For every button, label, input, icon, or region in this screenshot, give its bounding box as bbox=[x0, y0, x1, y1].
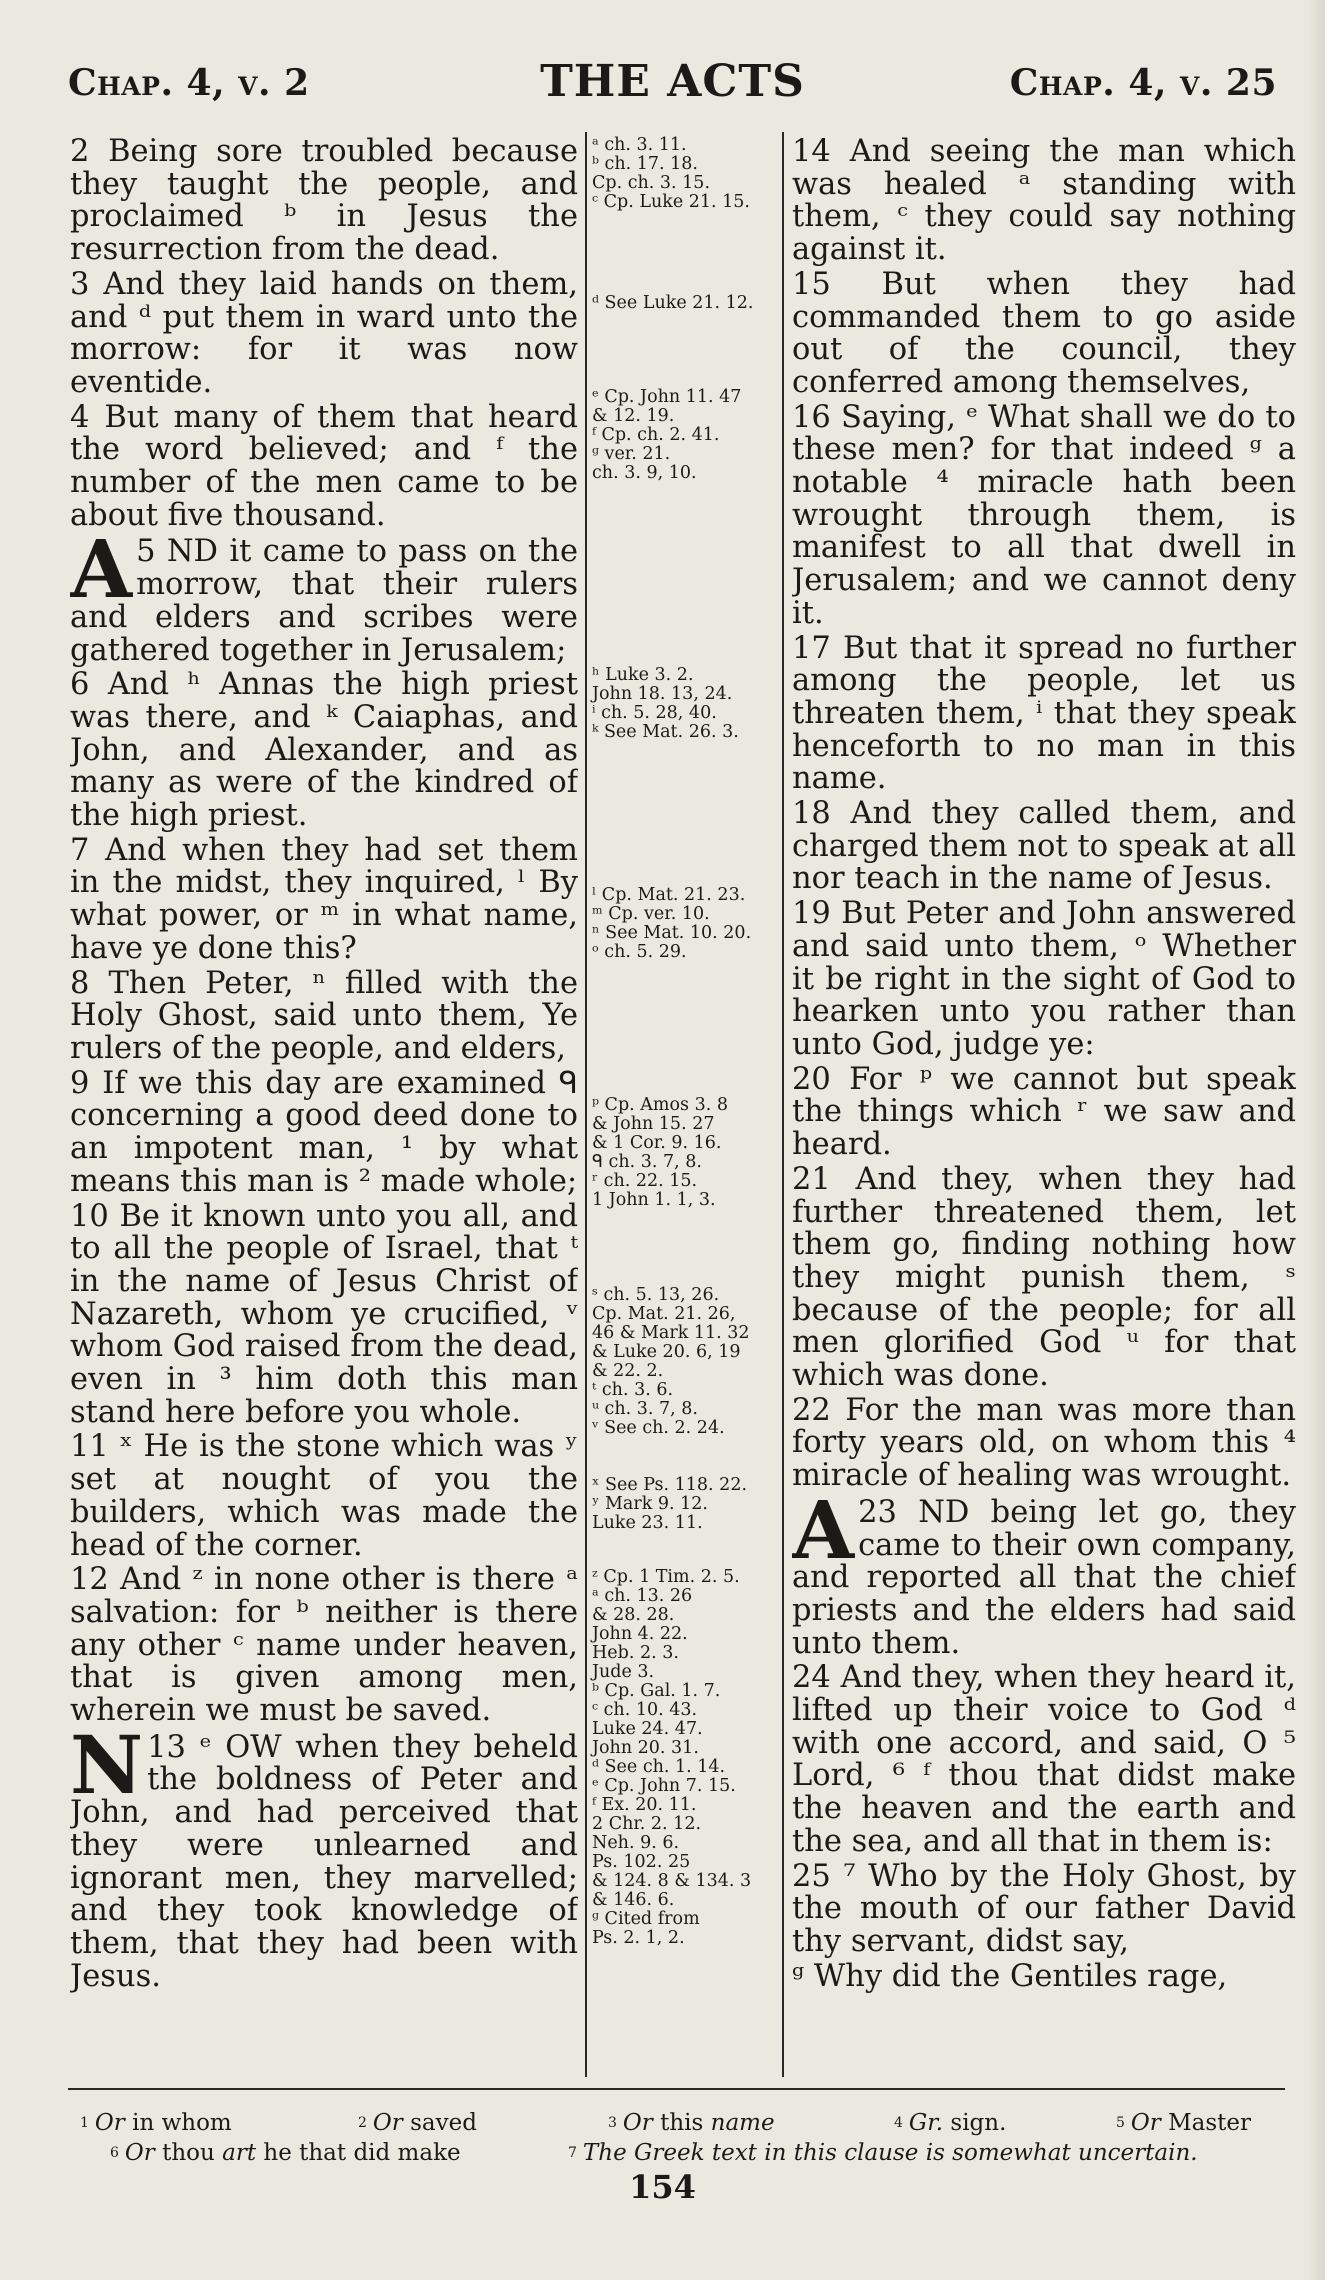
reference-line: John 20. 31. bbox=[592, 1738, 699, 1758]
verse-number: 3 bbox=[70, 266, 90, 302]
column-rule-right bbox=[782, 132, 784, 2077]
verse bbox=[792, 798, 1296, 896]
reference-line: ʳ ch. 22. 15. bbox=[592, 1171, 698, 1191]
reference-line: ᵈ See Luke 21. 12. bbox=[592, 293, 754, 313]
header-book-title: THE ACTS bbox=[540, 56, 805, 107]
verse-number: 19 bbox=[792, 896, 831, 932]
reference-line: & John 15. 27 bbox=[592, 1114, 715, 1134]
reference-line: ᵉ Cp. John 11. 47 bbox=[592, 387, 742, 407]
reference-block bbox=[592, 1476, 776, 1533]
reference-line: Luke 24. 47. bbox=[592, 1719, 703, 1739]
reference-line: ᵃ ch. 13. 26 bbox=[592, 1586, 693, 1606]
verse-text: Being sore troubled because they taught the people, and proclaimed ᵇ in Jesus the resurrection from the dead. bbox=[70, 136, 578, 268]
verse-text: ˣ He is the stone which was ʸ set at nought of you the builders, which was made the head of the corner. bbox=[70, 1429, 578, 1563]
reference-line: ch. 3. 9, 10. bbox=[592, 463, 697, 483]
verse bbox=[70, 136, 578, 267]
verse bbox=[792, 1061, 1296, 1163]
verse bbox=[792, 136, 1296, 267]
reference-line: Luke 23. 11. bbox=[592, 1513, 703, 1533]
reference-column bbox=[592, 136, 776, 2076]
verse-number: 12 bbox=[70, 1562, 109, 1598]
reference-line: John 4. 22. bbox=[592, 1624, 688, 1644]
footnote-rule bbox=[68, 2088, 1285, 2090]
verse bbox=[792, 630, 1296, 797]
reference-line: 1 John 1. 1, 3. bbox=[592, 1190, 716, 1210]
verse bbox=[792, 1662, 1296, 1858]
reference-line: ᵈ See ch. 1. 14. bbox=[592, 1757, 726, 1777]
footnote-line-1 bbox=[68, 2108, 1285, 2138]
verse bbox=[792, 898, 1296, 1062]
verse-lead: ND being let go, they came to their own bbox=[858, 1494, 1296, 1563]
verse-text: And they, when they had further threatened them, let them go, finding nothing how they might punish them, ˢ because of the people; for all men glorified God ᵘ for that which was done. bbox=[792, 1161, 1296, 1394]
verse-number: 24 bbox=[792, 1660, 831, 1696]
verse-text: And they laid hands on them, and ᵈ put them in ward unto the morrow: for it was now eventide. bbox=[70, 266, 578, 400]
verse-text: And seeing the man which was healed ᵃ standing with them, ᶜ they could say nothing against it. bbox=[792, 136, 1296, 268]
reference-block bbox=[592, 886, 776, 962]
reference-line: Ps. 2. 1, 2. bbox=[592, 1928, 685, 1948]
verse-text: ᵍ Why did the Gentiles rage, bbox=[792, 1958, 1228, 1994]
footnote-7: $^7$ The Greek text in this clause is somewhat uncertain. bbox=[568, 2140, 1198, 2166]
verse-number: 4 bbox=[70, 399, 90, 435]
reference-line: & 146. 6. bbox=[592, 1890, 675, 1910]
reference-line: ᵉ Cp. John 7. 15. bbox=[592, 1776, 736, 1796]
footnote-line-2 bbox=[68, 2138, 1285, 2168]
reference-line: & 12. 19. bbox=[592, 406, 675, 426]
drop-cap: A bbox=[792, 1482, 855, 1577]
verse-number: 2 bbox=[70, 136, 90, 169]
reference-line: Jude 3. bbox=[592, 1662, 655, 1682]
verse bbox=[792, 266, 1296, 400]
verse bbox=[792, 1858, 1296, 1959]
reference-line: ᵇ ch. 17. 18. bbox=[592, 154, 698, 174]
reference-line: ᑫ ch. 3. 7, 8. bbox=[592, 1152, 702, 1172]
verse-number: 21 bbox=[792, 1161, 831, 1197]
page-edge-shadow bbox=[1307, 0, 1325, 2280]
reference-line: ᶜ Cp. Luke 21. 15. bbox=[592, 192, 750, 212]
verse-text: And when they had set them in the midst, they inquired, ˡ By what power, or ᵐ in what name, have ye done this? bbox=[70, 832, 578, 966]
verse-text: But many of them that heard the word believed; and ᶠ the number of the men came to be about five thousand. bbox=[70, 399, 578, 533]
footnote-2: $^2$ Or saved bbox=[358, 2110, 477, 2136]
reference-line: ⁱ ch. 5. 28, 40. bbox=[592, 703, 717, 723]
reference-block bbox=[592, 1286, 776, 1438]
verse-text: For the man was more than forty years old, on whom this ⁴ miracle of healing was wrought. bbox=[792, 1392, 1296, 1494]
reference-block bbox=[592, 666, 776, 742]
verse bbox=[70, 1198, 578, 1430]
reference-line: & 124. 8 & 134. 3 bbox=[592, 1871, 752, 1891]
reference-line: ˡ Cp. Mat. 21. 23. bbox=[592, 885, 746, 905]
reference-block bbox=[592, 388, 776, 483]
verse-lead: OW when they beheld the boldness of Peter bbox=[147, 1729, 578, 1798]
verse-number: 5 bbox=[136, 534, 156, 570]
verse bbox=[70, 266, 578, 400]
footnote-6: $^6$ Or thou art he that did make bbox=[110, 2140, 461, 2166]
verse-number: 15 bbox=[792, 266, 831, 302]
footnote-1: $^1$ Or in whom bbox=[80, 2110, 232, 2136]
verse-number: 7 bbox=[70, 832, 90, 868]
reference-block bbox=[592, 294, 776, 313]
verse-text: For ᵖ we cannot but speak the things which ʳ we saw and heard. bbox=[792, 1061, 1296, 1163]
verse-lead: ND it came to pass on the morrow, that their rulers bbox=[136, 534, 578, 603]
verse-text: But when they had commanded them to go aside out of the council, they conferred among themselves, bbox=[792, 266, 1296, 400]
page-number: 154 bbox=[629, 2168, 696, 2206]
reference-line: Neh. 9. 6. bbox=[592, 1833, 680, 1853]
verse-number: 14 bbox=[792, 136, 831, 169]
left-text-column bbox=[70, 136, 578, 2076]
verse-number: 13 ᵉ bbox=[147, 1729, 212, 1765]
verse-number: 11 bbox=[70, 1429, 109, 1465]
reference-line: Cp. Mat. 21. 26, bbox=[592, 1304, 736, 1324]
verse bbox=[70, 1564, 578, 1728]
reference-line: ˢ ch. 5. 13, 26. bbox=[592, 1285, 720, 1305]
verse bbox=[70, 522, 578, 668]
verse-number: 20 bbox=[792, 1061, 831, 1097]
verse-text: Saying, ᵉ What shall we do to these men? for that indeed ᵍ a notable ⁴ miracle hath been wrought through them, is manifest to all that dwell in Jerusalem; and we cannot deny it. bbox=[792, 399, 1296, 631]
reference-line: ᶻ Cp. 1 Tim. 2. 5. bbox=[592, 1567, 740, 1587]
reference-line: Ps. 102. 25 bbox=[592, 1852, 691, 1872]
reference-line: ᵇ Cp. Gal. 1. 7. bbox=[592, 1681, 721, 1701]
verse-text: and John, and had perceived that they were unlearned and ignorant men, they marvelled; and they took knowledge of them, that they had been with Jesus. bbox=[70, 1762, 578, 1994]
verse bbox=[70, 1065, 578, 1199]
drop-cap: N bbox=[70, 1717, 144, 1812]
verse-text: and elders and scribes were gathered together in Jerusalem; bbox=[70, 599, 578, 668]
reference-line: ᶜ ch. 10. 43. bbox=[592, 1700, 698, 1720]
reference-line: & Luke 20. 6, 19 bbox=[592, 1342, 741, 1362]
verse bbox=[792, 1482, 1296, 1661]
verse bbox=[70, 965, 578, 1066]
footnotes bbox=[68, 2108, 1285, 2168]
verse-number: 17 bbox=[792, 630, 831, 666]
verse-text: ⁷ Who by the Holy Ghost, by the mouth of our father David thy servant, didst say, bbox=[792, 1858, 1296, 1959]
verse-text: Then Peter, ⁿ filled with the Holy Ghost, said unto them, Ye rulers of the people, and elders, bbox=[70, 965, 578, 1066]
reference-block bbox=[592, 136, 776, 212]
reference-line: ᵖ Cp. Amos 3. 8 bbox=[592, 1095, 728, 1115]
verse-text: company, and reported all that the chief priests and the elders had said unto them. bbox=[792, 1527, 1296, 1661]
reference-line: ᵍ ver. 21. bbox=[592, 444, 671, 464]
reference-line: Heb. 2. 3. bbox=[592, 1643, 679, 1663]
footnote-4: $^4$ Gr. sign. bbox=[894, 2110, 1007, 2136]
verse bbox=[792, 1161, 1296, 1394]
reference-line: ⁿ See Mat. 10. 20. bbox=[592, 923, 752, 943]
footnote-5: $^5$ Or Master bbox=[1116, 2110, 1252, 2136]
reference-line: 2 Chr. 2. 12. bbox=[592, 1814, 702, 1834]
drop-cap: A bbox=[70, 522, 133, 617]
reference-line: ᶠ Cp. ch. 2. 41. bbox=[592, 425, 720, 445]
reference-line: ᵘ ch. 3. 7, 8. bbox=[592, 1399, 698, 1419]
reference-line: ᵛ See ch. 2. 24. bbox=[592, 1418, 725, 1438]
reference-line: John 18. 13, 24. bbox=[592, 684, 733, 704]
verse bbox=[70, 832, 578, 966]
reference-line: ᵗ ch. 3. 6. bbox=[592, 1380, 674, 1400]
reference-line: ˣ See Ps. 118. 22. bbox=[592, 1475, 748, 1495]
verse-text: If we this day are examined ᑫ concerning a good deed done to an impotent man, ¹ by what means this man is ² made whole; bbox=[70, 1065, 578, 1199]
header-right-reference: Chap. 4, v. 25 bbox=[1009, 62, 1277, 104]
right-text-column bbox=[792, 136, 1296, 2076]
verse bbox=[70, 1717, 578, 1994]
reference-line: ᵒ ch. 5. 29. bbox=[592, 942, 687, 962]
reference-line: Cp. ch. 3. 15. bbox=[592, 173, 711, 193]
reference-line: 46 & Mark 11. 32 bbox=[592, 1323, 750, 1343]
verse bbox=[792, 1392, 1296, 1494]
verse-text: But that it spread no further among the people, let us threaten them, ⁱ that they speak henceforth to no man in this name. bbox=[792, 630, 1296, 797]
reference-line: ʸ Mark 9. 12. bbox=[592, 1494, 708, 1514]
verse-text: And they called them, and charged them not to speak at all nor teach in the name of Jesus. bbox=[792, 796, 1296, 897]
footnote-3: $^3$ Or this name bbox=[608, 2110, 775, 2136]
verse-number: 23 bbox=[858, 1494, 897, 1530]
verse-text: Be it known unto you all, and to all the people of Israel, that ᵗ in the name of Jesus Christ of Nazareth, whom ye crucified, ᵛ whom God raised from the dead, even in ³ him doth this man stand here before you whole. bbox=[70, 1198, 578, 1430]
reference-line: ʰ Luke 3. 2. bbox=[592, 665, 694, 685]
reference-line: ᵐ Cp. ver. 10. bbox=[592, 904, 710, 924]
reference-line: ᶠ Ex. 20. 11. bbox=[592, 1795, 697, 1815]
running-header bbox=[68, 52, 1277, 122]
verse-number: 25 bbox=[792, 1858, 831, 1894]
verse-number: 6 bbox=[70, 667, 90, 703]
verse bbox=[792, 399, 1296, 631]
header-left-reference: Chap. 4, v. 2 bbox=[68, 62, 310, 104]
verse-number: 8 bbox=[70, 965, 90, 1001]
verse-number: 22 bbox=[792, 1392, 831, 1428]
verse-text: And they, when they heard it, lifted up their voice to God ᵈ with one accord, and said, O ⁵ Lord, ⁶ ᶠ thou that didst make the heaven and the earth and the sea, and all that in them is: bbox=[792, 1660, 1296, 1859]
verse-text: And ᶻ in none other is there ᵃ salvation: for ᵇ neither is there any other ᶜ name under heaven, that is given among men, wherein we must be saved. bbox=[70, 1562, 578, 1729]
verse-text: And ʰ Annas the high priest was there, and ᵏ Caiaphas, and John, and Alexander, and as many as were of the kindred of the high priest. bbox=[70, 667, 578, 834]
verse bbox=[792, 1958, 1296, 1994]
verse bbox=[70, 1431, 578, 1562]
reference-line: & 28. 28. bbox=[592, 1605, 675, 1625]
verse-text: But Peter and John answered and said unto them, ᵒ Whether it be right in the sight of God to hearken unto you rather than unto God, judge ye: bbox=[792, 896, 1296, 1062]
verse-number: 9 bbox=[70, 1065, 90, 1101]
reference-block bbox=[592, 1568, 776, 1948]
reference-line: & 22. 2. bbox=[592, 1361, 664, 1381]
column-rule-left bbox=[585, 132, 587, 2077]
reference-line: ᵃ ch. 3. 11. bbox=[592, 135, 687, 155]
verse bbox=[70, 399, 578, 533]
verse-number: 10 bbox=[70, 1198, 109, 1234]
reference-block bbox=[592, 1096, 776, 1210]
verse-number: 18 bbox=[792, 796, 831, 832]
reference-line: ᵏ See Mat. 26. 3. bbox=[592, 722, 739, 742]
reference-line: & 1 Cor. 9. 16. bbox=[592, 1133, 722, 1153]
verse bbox=[70, 669, 578, 833]
reference-line: ᵍ Cited from bbox=[592, 1909, 700, 1929]
verse-number: 16 bbox=[792, 399, 831, 435]
